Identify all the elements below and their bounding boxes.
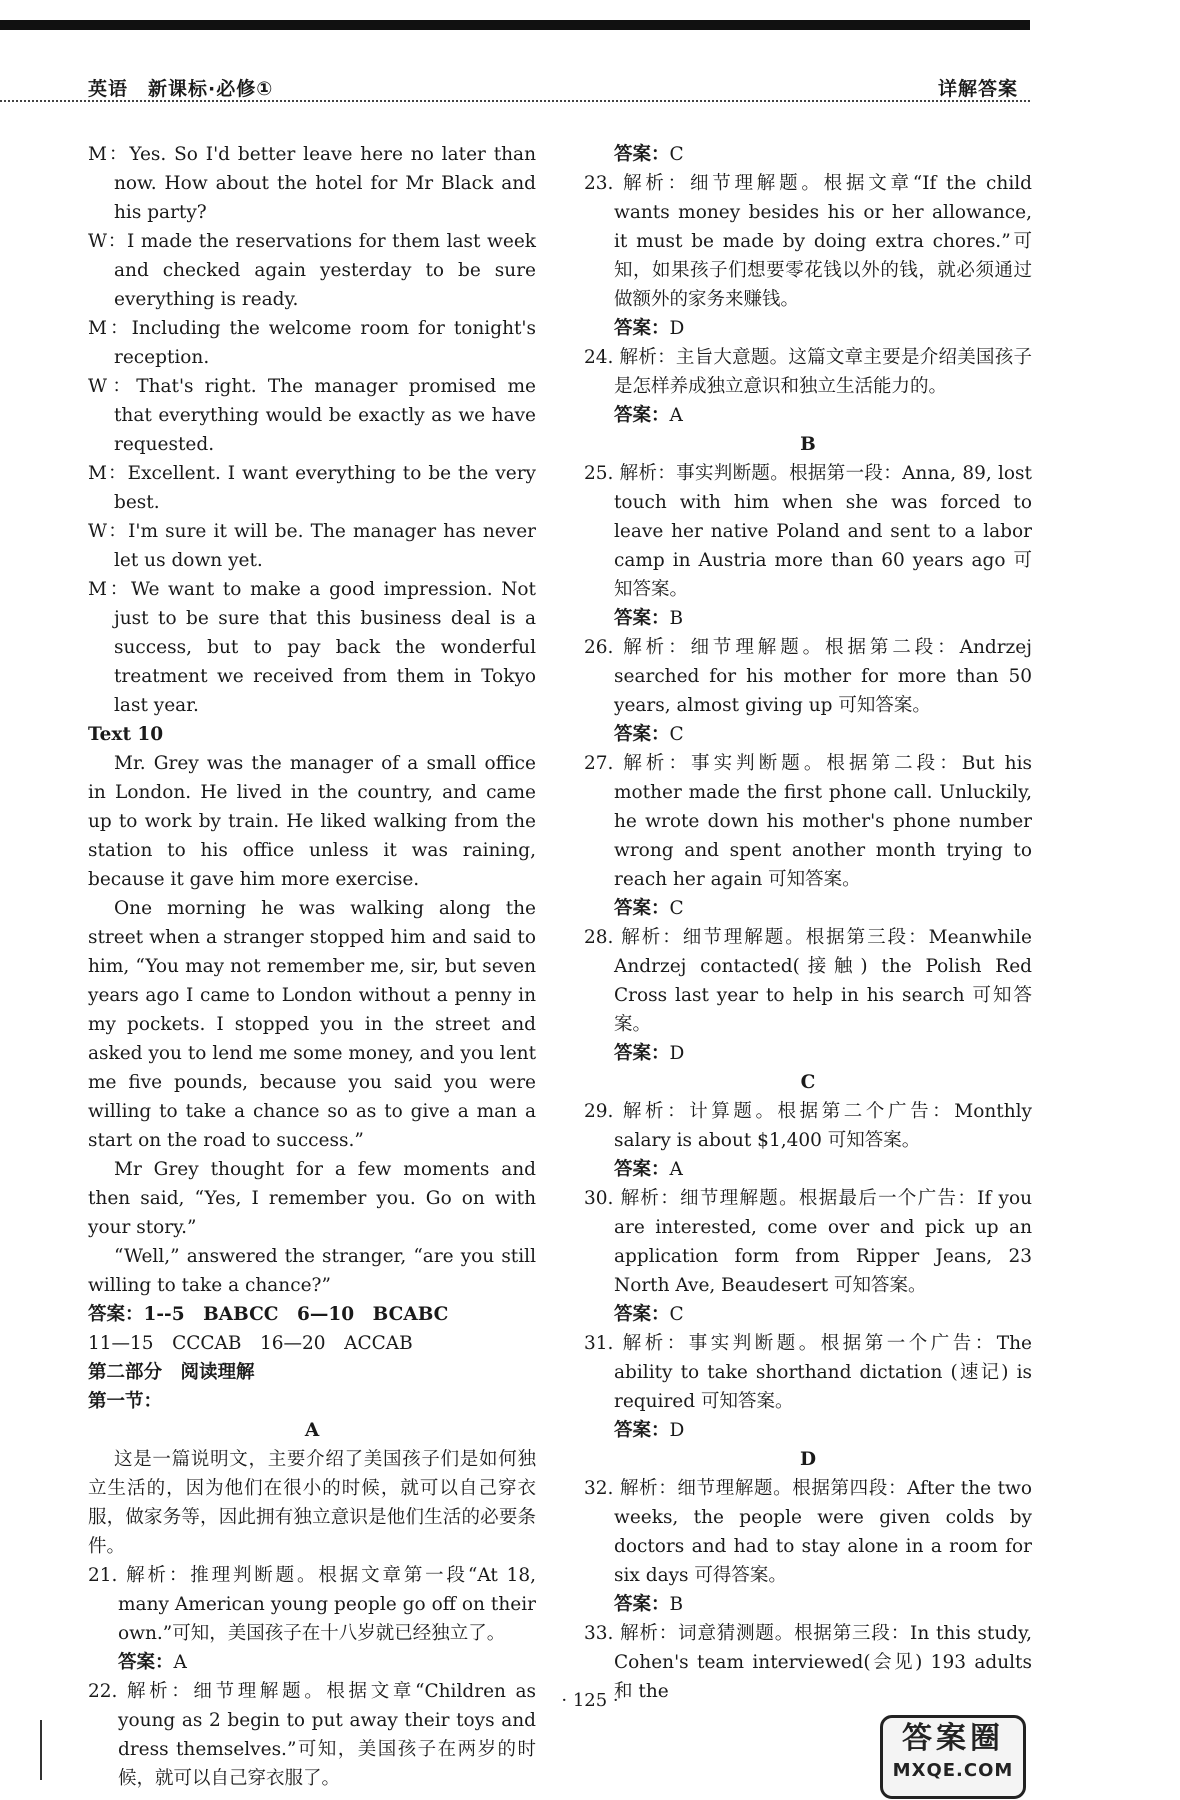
answer-line: [584, 314, 1032, 343]
explanation-item: 30. 解析：细节理解题。根据最后一个广告：If you are interested, come over and pick up an application form from Ripper Jeans, 23 North Ave, Beaudesert 可知答案。: [584, 1188, 1032, 1296]
answer-line: [584, 894, 1032, 923]
answer-value: B: [669, 608, 684, 629]
section-heading: 答案：1--5 BABCC 6—10 BCABC: [88, 1304, 449, 1325]
answer-label: 答案：: [614, 318, 670, 339]
answer-value: D: [669, 318, 685, 339]
page-number: · 125 ·: [561, 1690, 619, 1711]
answer-value: A: [669, 1159, 683, 1180]
answer-line: [584, 1039, 1032, 1068]
section-heading: Text 10: [88, 724, 164, 745]
right-column: [584, 140, 1032, 1706]
paragraph: “Well,” answered the stranger, “are you still willing to take a chance?”: [88, 1246, 536, 1296]
dialogue-line: M：Yes. So I'd better leave here no later than now. How about the hotel for Mr Black and his party?: [88, 144, 536, 223]
dialogue-line: M：We want to make a good impression. Not just to be sure that this business deal is a success, but to pay back the wonderful treatment we received from them in Tokyo last year.: [88, 579, 536, 716]
passage-label: A: [304, 1420, 320, 1441]
answer-label: 答案：: [614, 1304, 670, 1325]
answer-value: B: [669, 1594, 684, 1615]
answer-value: C: [669, 898, 684, 919]
top-rule: [0, 20, 1030, 30]
answer-label: 答案：: [614, 724, 670, 745]
left-column: [88, 140, 536, 1793]
answer-line: [584, 1590, 1032, 1619]
explanation-item: 29. 解析：计算题。根据第二个广告：Monthly salary is about $1,400 可知答案。: [584, 1101, 1032, 1151]
explanation-item: 23. 解析：细节理解题。根据文章“If the child wants money besides his or her allowance, it must be made by doing extra chores.”可知，如果孩子们想要零花钱以外的钱，就必须通过做额外的家务来赚钱。: [584, 173, 1032, 310]
passage-label: C: [800, 1072, 816, 1093]
explanation-item: 31. 解析：事实判断题。根据第一个广告：The ability to take shorthand dictation (速记) is required 可知答案。: [584, 1333, 1032, 1412]
answer-line: 11—15 CCCAB 16—20 ACCAB: [88, 1333, 413, 1354]
passage-label: B: [800, 434, 816, 455]
explanation-item: 26. 解析：细节理解题。根据第二段：Andrzej searched for his mother for more than 50 years, almost giving up 可知答案。: [584, 637, 1032, 716]
dialogue-line: M：Excellent. I want everything to be the very best.: [88, 463, 536, 513]
answer-label: 答案：: [614, 1594, 670, 1615]
answer-label: 答案：: [614, 1159, 670, 1180]
answer-value: C: [669, 144, 684, 165]
paragraph: 这是一篇说明文，主要介绍了美国孩子们是如何独立生活的，因为他们在很小的时候，就可以自己穿衣服，做家务等，因此拥有独立意识是他们生活的必要条件。: [88, 1449, 536, 1557]
header-divider: [0, 100, 1030, 102]
header-section: 详解答案: [937, 78, 1018, 100]
explanation-item: 21. 解析：推理判断题。根据文章第一段“At 18, many American young people go off on their own.”可知，美国孩子在十八岁就已经独立了。: [88, 1565, 536, 1644]
answer-label: 答案：: [614, 1043, 670, 1064]
explanation-item: 24. 解析：主旨大意题。这篇文章主要是介绍美国孩子是怎样养成独立意识和独立生活能力的。: [584, 347, 1032, 397]
answer-value: D: [669, 1420, 685, 1441]
dialogue-line: W：I made the reservations for them last week and checked again yesterday to be sure everything is ready.: [88, 231, 536, 310]
answer-line: [584, 140, 1032, 169]
answer-value: C: [669, 724, 684, 745]
answer-label: 答案：: [614, 608, 670, 629]
explanation-item: 33. 解析：词意猜测题。根据第三段：In this study, Cohen's team interviewed(会见) 193 adults 和 the: [584, 1623, 1032, 1702]
answer-value: D: [669, 1043, 685, 1064]
answer-line: [584, 1416, 1032, 1445]
answer-value: C: [669, 1304, 684, 1325]
answer-line: [584, 1155, 1032, 1184]
answer-label: 答案：: [614, 898, 670, 919]
section-heading: 第一节：: [88, 1391, 163, 1412]
paragraph: Mr Grey thought for a few moments and then said, “Yes, I remember you. Go on with your story.”: [88, 1159, 536, 1238]
paragraph: Mr. Grey was the manager of a small office in London. He lived in the country, and came up to work by train. He liked walking from the station to his office unless it was raining, because it gave him more exercise.: [88, 753, 536, 890]
explanation-item: 22. 解析：细节理解题。根据文章“Children as young as 2 begin to put away their toys and dress themselves.”可知，美国孩子在两岁的时候，就可以自己穿衣服了。: [88, 1681, 536, 1789]
explanation-item: 32. 解析：细节理解题。根据第四段：After the two weeks, the people were given colds by doctors and had to stay alone in a room for six days 可得答案。: [584, 1478, 1032, 1586]
section-heading: 第二部分 阅读理解: [88, 1362, 255, 1383]
watermark-logo: [880, 1715, 1026, 1799]
margin-mark: [40, 1720, 42, 1780]
paragraph: One morning he was walking along the street when a stranger stopped him and said to him, “You may not remember me, sir, but seven years ago I came to London without a penny in my pockets. I stopped you in the street and asked you to lend me some money, and you lent me five pounds, because you said you were willing to take a chance so as to give a man a start on the road to success.”: [88, 898, 536, 1151]
passage-label: D: [799, 1449, 817, 1470]
dialogue-line: W：I'm sure it will be. The manager has never let us down yet.: [88, 521, 536, 571]
answer-line: [88, 1648, 536, 1677]
answer-line: [584, 1300, 1032, 1329]
explanation-item: 25. 解析：事实判断题。根据第一段：Anna, 89, lost touch with him when she was forced to leave her native Poland and sent to a labor camp in Austria more than 60 years ago 可知答案。: [584, 463, 1032, 600]
answer-label: 答案：: [118, 1652, 174, 1673]
header-subject: 英语 新课标·必修①: [88, 78, 274, 100]
answer-value: A: [669, 405, 683, 426]
dialogue-line: M：Including the welcome room for tonight's reception.: [88, 318, 536, 368]
explanation-item: 27. 解析：事实判断题。根据第二段：But his mother made the first phone call. Unluckily, he wrote down his mother's phone number wrong and spent another month trying to reach her again 可知答案。: [584, 753, 1032, 890]
answer-value: A: [173, 1652, 187, 1673]
answer-label: 答案：: [614, 405, 670, 426]
answer-label: 答案：: [614, 144, 670, 165]
watermark-text: 答案圈: [902, 1721, 1004, 1756]
explanation-item: 28. 解析：细节理解题。根据第三段：Meanwhile Andrzej contacted(接触) the Polish Red Cross last year to help in his search 可知答案。: [584, 927, 1032, 1035]
dialogue-line: W：That's right. The manager promised me that everything would be exactly as we have requested.: [88, 376, 536, 455]
answer-line: [584, 720, 1032, 749]
answer-line: [584, 604, 1032, 633]
watermark-url: MXQE.COM: [892, 1760, 1014, 1781]
answer-label: 答案：: [614, 1420, 670, 1441]
answer-line: [584, 401, 1032, 430]
